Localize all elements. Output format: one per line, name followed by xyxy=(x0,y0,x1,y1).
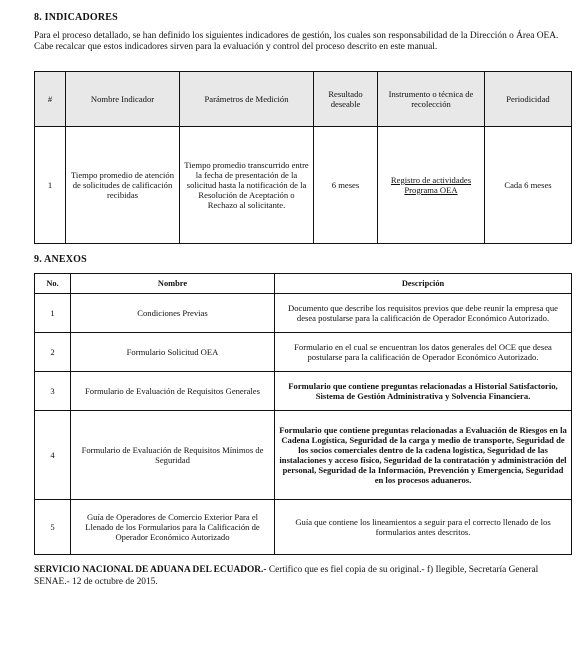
indicators-header-instrument: Instrumento o técnica de recolección xyxy=(378,72,485,127)
annex-num: 2 xyxy=(35,333,71,372)
annex-header-desc: Descripción xyxy=(275,274,572,294)
annex-num: 4 xyxy=(35,411,71,500)
indicator-num: 1 xyxy=(35,127,66,244)
indicator-params: Tiempo promedio transcurrido entre la fecha de presentación de la solicitud hasta la notificación de la Resolución de Aceptación o Rechazo al solicitante. xyxy=(180,127,314,244)
annex-header-row xyxy=(35,274,572,294)
section-9-heading: 9. ANEXOS xyxy=(34,254,87,265)
indicators-header-name: Nombre Indicador xyxy=(66,72,180,127)
annex-desc: Formulario que contiene preguntas relacionadas a Historial Satisfactorio, Sistema de Gestión Administrativa y Solvencia Financiera. xyxy=(275,372,572,411)
certification-footer xyxy=(34,565,569,588)
annex-table xyxy=(34,273,572,555)
annex-name: Guía de Operadores de Comercio Exterior Para el Llenado de los Formularios para la Calificación de Operador Económico Autorizado xyxy=(71,500,275,555)
footer-org: SERVICIO NACIONAL DE ADUANA DEL ECUADOR.- xyxy=(34,565,267,575)
annex-num: 1 xyxy=(35,294,71,333)
annex-header-num: No. xyxy=(35,274,71,294)
footer-text: Certifico que es fiel copia de su original.- f) Ilegible, Secretaría General SENAE.- 12 de octubre de 2015. xyxy=(34,565,539,587)
indicator-period: Cada 6 meses xyxy=(485,127,572,244)
indicators-header-result: Resultado deseable xyxy=(314,72,378,127)
indicators-header-period: Periodicidad xyxy=(485,72,572,127)
annex-desc: Documento que describe los requisitos previos que debe reunir la empresa que desea postularse para la calificación de Operador Económico Autorizado. xyxy=(275,294,572,333)
indicator-instrument: Registro de actividades Programa OEA xyxy=(378,127,485,244)
annex-header-name: Nombre xyxy=(71,274,275,294)
annex-num: 5 xyxy=(35,500,71,555)
annex-desc: Formulario que contiene preguntas relacionadas a Evaluación de Riesgos en la Cadena Logística, Seguridad de la carga y medio de transporte, Seguridad de los socios comerciales dentro de la cadena logística, Seguridad de las instalaciones y acceso físico, Seguridad de la contratación y administración del personal, Seguridad de la Información, Prevención y Emergencia, Seguridad en los procesos aduaneros. xyxy=(275,411,572,500)
table-row xyxy=(35,333,572,372)
table-row xyxy=(35,411,572,500)
indicators-header-num: # xyxy=(35,72,66,127)
annex-desc: Guía que contiene los lineamientos a seguir para el correcto llenado de los formularios antes descritos. xyxy=(275,500,572,555)
annex-desc: Formulario en el cual se encuentran los datos generales del OCE que desea postularse para la calificación de Operador Económico Autorizado. xyxy=(275,333,572,372)
indicators-header-row xyxy=(35,72,572,127)
indicator-name: Tiempo promedio de atención de solicitudes de calificación recibidas xyxy=(66,127,180,244)
indicators-table xyxy=(34,71,572,244)
table-row xyxy=(35,294,572,333)
annex-num: 3 xyxy=(35,372,71,411)
annex-name: Formulario Solicitud OEA xyxy=(71,333,275,372)
table-row xyxy=(35,127,572,244)
annex-name: Condiciones Previas xyxy=(71,294,275,333)
table-row xyxy=(35,500,572,555)
indicator-result: 6 meses xyxy=(314,127,378,244)
indicators-header-params: Parámetros de Medición xyxy=(180,72,314,127)
table-row xyxy=(35,372,572,411)
annex-name: Formulario de Evaluación de Requisitos Mínimos de Seguridad xyxy=(71,411,275,500)
section-8-intro: Para el proceso detallado, se han definido los siguientes indicadores de gestión, los cuales son responsabilidad de la Dirección o Área OEA. Cabe recalcar que estos indicadores sirven para la evaluación y control del proceso descrito en este manual. xyxy=(34,31,559,52)
section-8-heading: 8. INDICADORES xyxy=(34,12,118,23)
annex-name: Formulario de Evaluación de Requisitos Generales xyxy=(71,372,275,411)
